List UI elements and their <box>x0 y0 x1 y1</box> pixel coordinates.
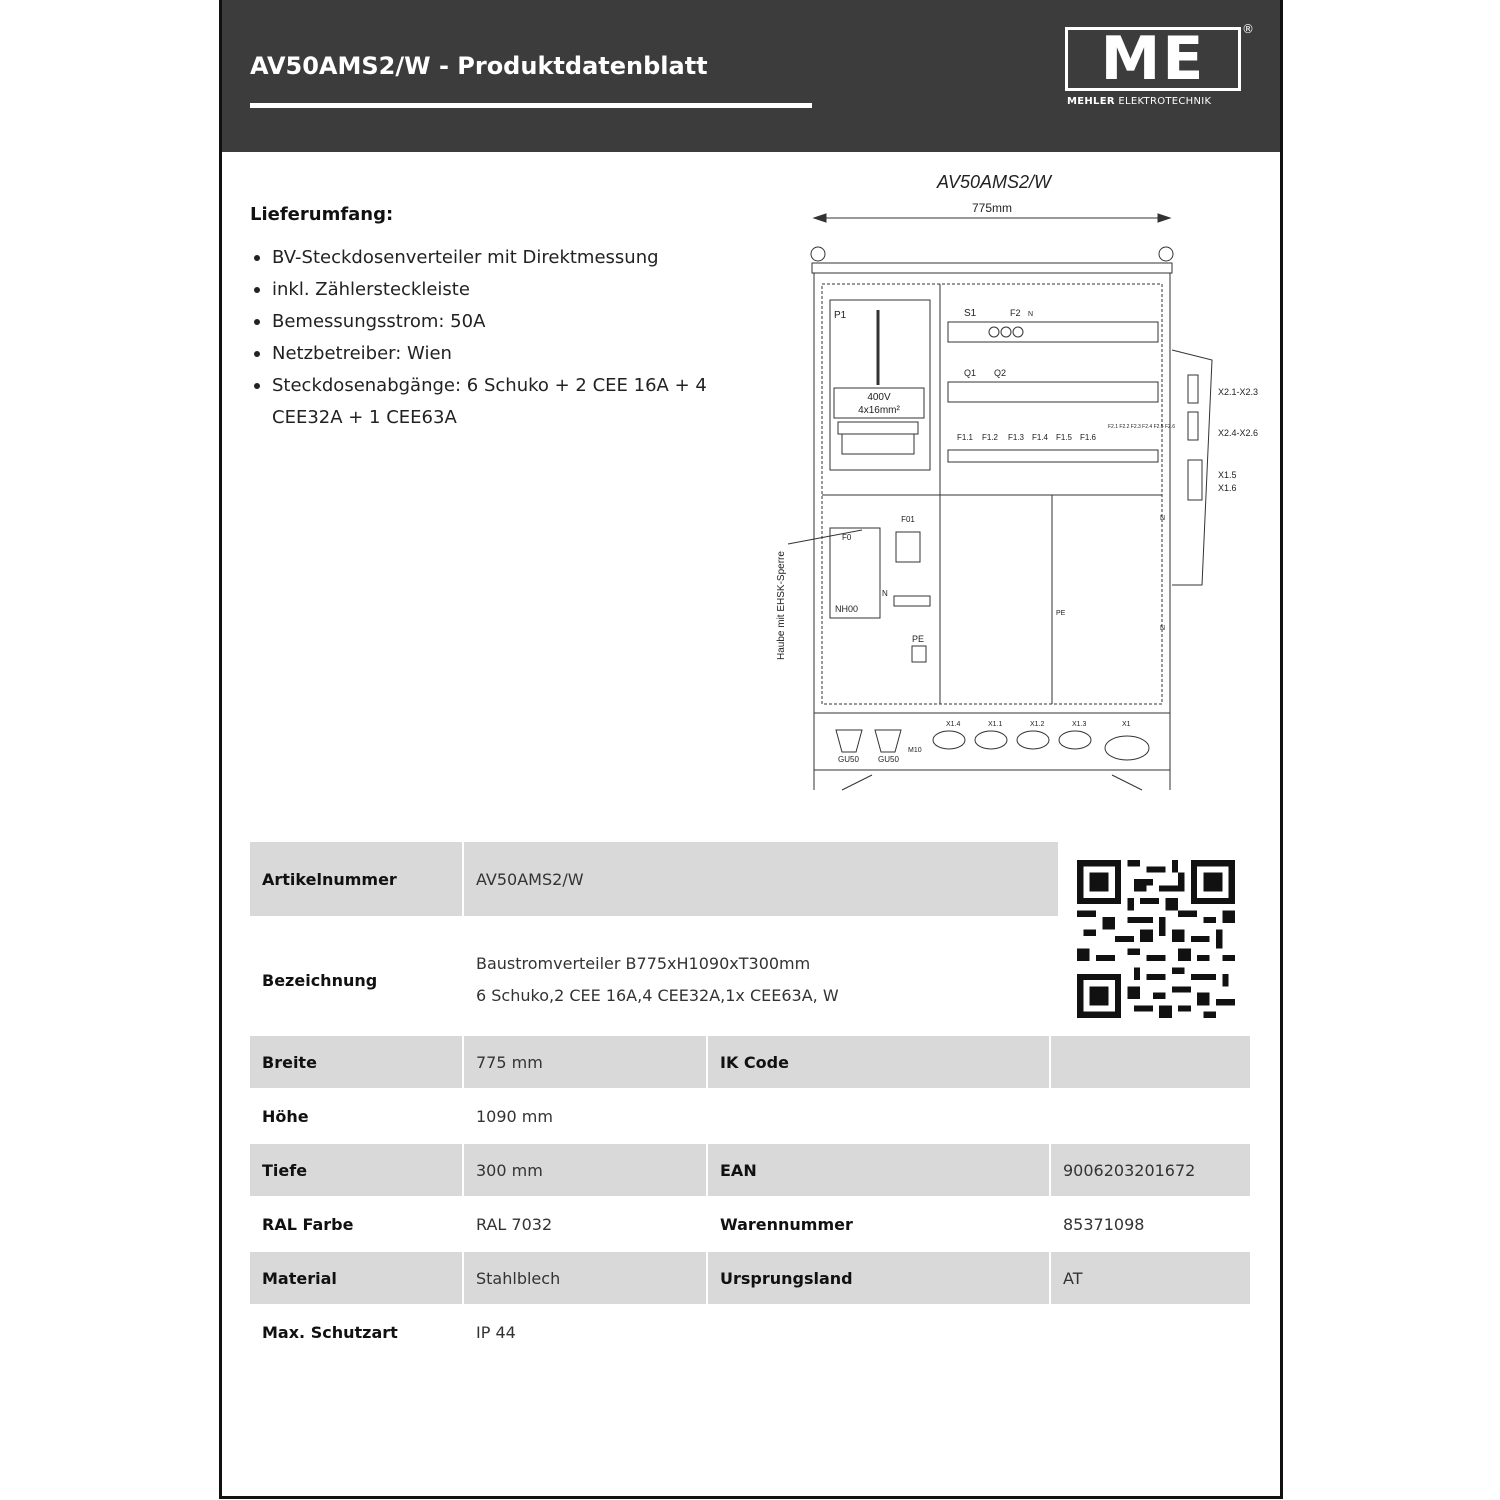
svg-text:4x16mm²: 4x16mm² <box>858 405 900 416</box>
scope-item: Netzbetreiber: Wien <box>250 338 740 370</box>
page-title: AV50AMS2/W - Produktdatenblatt <box>250 52 708 80</box>
svg-text:X1.2: X1.2 <box>1030 721 1045 728</box>
breite-label: Breite <box>250 1036 462 1088</box>
svg-text:S1: S1 <box>964 308 977 319</box>
svg-text:X1.4: X1.4 <box>946 721 961 728</box>
svg-text:P1: P1 <box>834 310 847 321</box>
svg-text:N: N <box>1160 625 1166 632</box>
meter-panel <box>830 300 930 470</box>
side-socket-box <box>1172 350 1212 585</box>
qr-code <box>1077 860 1235 1018</box>
drawing-title: AV50AMS2/W <box>936 172 1052 192</box>
scope-list <box>250 242 740 434</box>
haube-label: Haube mit EHSK-Sperre <box>776 551 787 660</box>
cabinet-roof <box>812 263 1172 273</box>
svg-text:F1.6: F1.6 <box>1080 433 1097 442</box>
logo-suffix: ELEKTROTECHNIK <box>1118 96 1212 107</box>
table-row <box>250 1144 1250 1196</box>
scope-item: inkl. Zählersteckleiste <box>250 274 740 306</box>
svg-text:Q2: Q2 <box>994 368 1007 378</box>
artikelnummer-label: Artikelnummer <box>250 842 462 916</box>
ursprungsland-label: Ursprungsland <box>708 1252 1049 1304</box>
material-label: Material <box>250 1252 462 1304</box>
scope-item: Steckdosenabgänge: 6 Schuko + 2 CEE 16A + 4 CEE32A + 1 CEE63A <box>250 370 740 434</box>
ral-value: RAL 7032 <box>476 1214 553 1234</box>
table-row <box>250 1306 1250 1358</box>
svg-text:N: N <box>1160 515 1166 522</box>
svg-text:F0: F0 <box>842 533 852 542</box>
svg-text:X1.3: X1.3 <box>1072 721 1087 728</box>
schutzart-value: IP 44 <box>476 1322 516 1342</box>
svg-text:X1.1: X1.1 <box>988 721 1003 728</box>
title-underline <box>250 103 812 108</box>
svg-text:F2.1 F2.2 F2.3 F2.4 F2.5 F2.6: F2.1 F2.2 F2.3 F2.4 F2.5 F2.6 <box>1108 424 1175 430</box>
lifting-eye <box>1159 247 1173 261</box>
width-dimension: 775mm <box>971 201 1013 215</box>
tiefe-value: 300 mm <box>464 1144 706 1196</box>
material-value: Stahlblech <box>464 1252 706 1304</box>
logo-letters: ME <box>1100 24 1206 94</box>
rcd-row <box>948 382 1158 402</box>
svg-text:F2: F2 <box>1010 308 1021 318</box>
svg-text:F1.4: F1.4 <box>1032 433 1049 442</box>
svg-text:F1.1: F1.1 <box>957 433 974 442</box>
svg-text:X2.4-X2.6: X2.4-X2.6 <box>1218 428 1259 438</box>
datasheet-page <box>219 0 1283 1499</box>
svg-text:F1.2: F1.2 <box>982 433 999 442</box>
svg-text:N: N <box>882 589 888 598</box>
registered-mark: ® <box>1242 22 1254 36</box>
table-row <box>250 1252 1250 1304</box>
warennummer-label: Warennummer <box>720 1214 853 1234</box>
warennummer-value: 85371098 <box>1063 1214 1145 1234</box>
svg-text:F1.5: F1.5 <box>1056 433 1073 442</box>
ean-value: 9006203201672 <box>1051 1144 1250 1196</box>
breaker-row <box>948 450 1158 462</box>
svg-text:F1.3: F1.3 <box>1008 433 1025 442</box>
table-row <box>250 1198 1250 1250</box>
svg-text:400V: 400V <box>867 392 891 403</box>
ral-label: RAL Farbe <box>262 1214 354 1234</box>
tiefe-label: Tiefe <box>250 1144 462 1196</box>
ik-code-label: IK Code <box>708 1036 1049 1088</box>
svg-text:GU50: GU50 <box>838 755 859 764</box>
svg-text:N: N <box>1028 311 1034 318</box>
cabinet-inner <box>822 284 1162 704</box>
schutzart-label: Max. Schutzart <box>262 1322 398 1342</box>
svg-text:PE: PE <box>912 634 925 644</box>
scope-heading: Lieferumfang: <box>250 204 394 225</box>
hoehe-value: 1090 mm <box>476 1106 553 1126</box>
svg-text:F01: F01 <box>901 515 915 524</box>
svg-text:Q1: Q1 <box>964 368 977 378</box>
svg-text:M10: M10 <box>908 747 922 754</box>
ean-label: EAN <box>708 1144 1049 1196</box>
logo-brand: MEHLER <box>1067 96 1115 107</box>
ursprungsland-value: AT <box>1051 1252 1250 1304</box>
svg-text:GU50: GU50 <box>878 755 899 764</box>
scope-item: BV-Steckdosenverteiler mit Direktmessung <box>250 242 740 274</box>
header-bar <box>222 0 1280 152</box>
svg-text:NH00: NH00 <box>835 604 859 614</box>
bezeichnung-value <box>464 930 1058 1030</box>
ik-code-value <box>1051 1036 1250 1088</box>
bezeichnung-label: Bezeichnung <box>262 970 378 990</box>
svg-text:PE: PE <box>1056 610 1066 617</box>
breite-value: 775 mm <box>464 1036 706 1088</box>
technical-drawing <box>742 160 1272 800</box>
logo-wordmark <box>1067 96 1211 107</box>
hoehe-label: Höhe <box>262 1106 309 1126</box>
lifting-eye <box>811 247 825 261</box>
svg-text:X2.1-X2.3: X2.1-X2.3 <box>1218 387 1259 397</box>
table-row <box>250 1036 1250 1088</box>
mehler-logo <box>1065 24 1241 94</box>
cabinet-body <box>814 273 1170 713</box>
svg-text:X1.5: X1.5 <box>1218 470 1237 480</box>
scope-item: Bemessungsstrom: 50A <box>250 306 740 338</box>
artikelnummer-value: AV50AMS2/W <box>464 842 1058 916</box>
bezeichnung-line: Baustromverteiler B775xH1090xT300mm <box>476 954 811 973</box>
table-row <box>250 1090 1250 1142</box>
main-switch-row <box>948 322 1158 342</box>
svg-text:X1.6: X1.6 <box>1218 483 1237 493</box>
bezeichnung-line: 6 Schuko,2 CEE 16A,4 CEE32A,1x CEE63A, W <box>476 986 839 1005</box>
svg-text:X1: X1 <box>1122 721 1131 728</box>
